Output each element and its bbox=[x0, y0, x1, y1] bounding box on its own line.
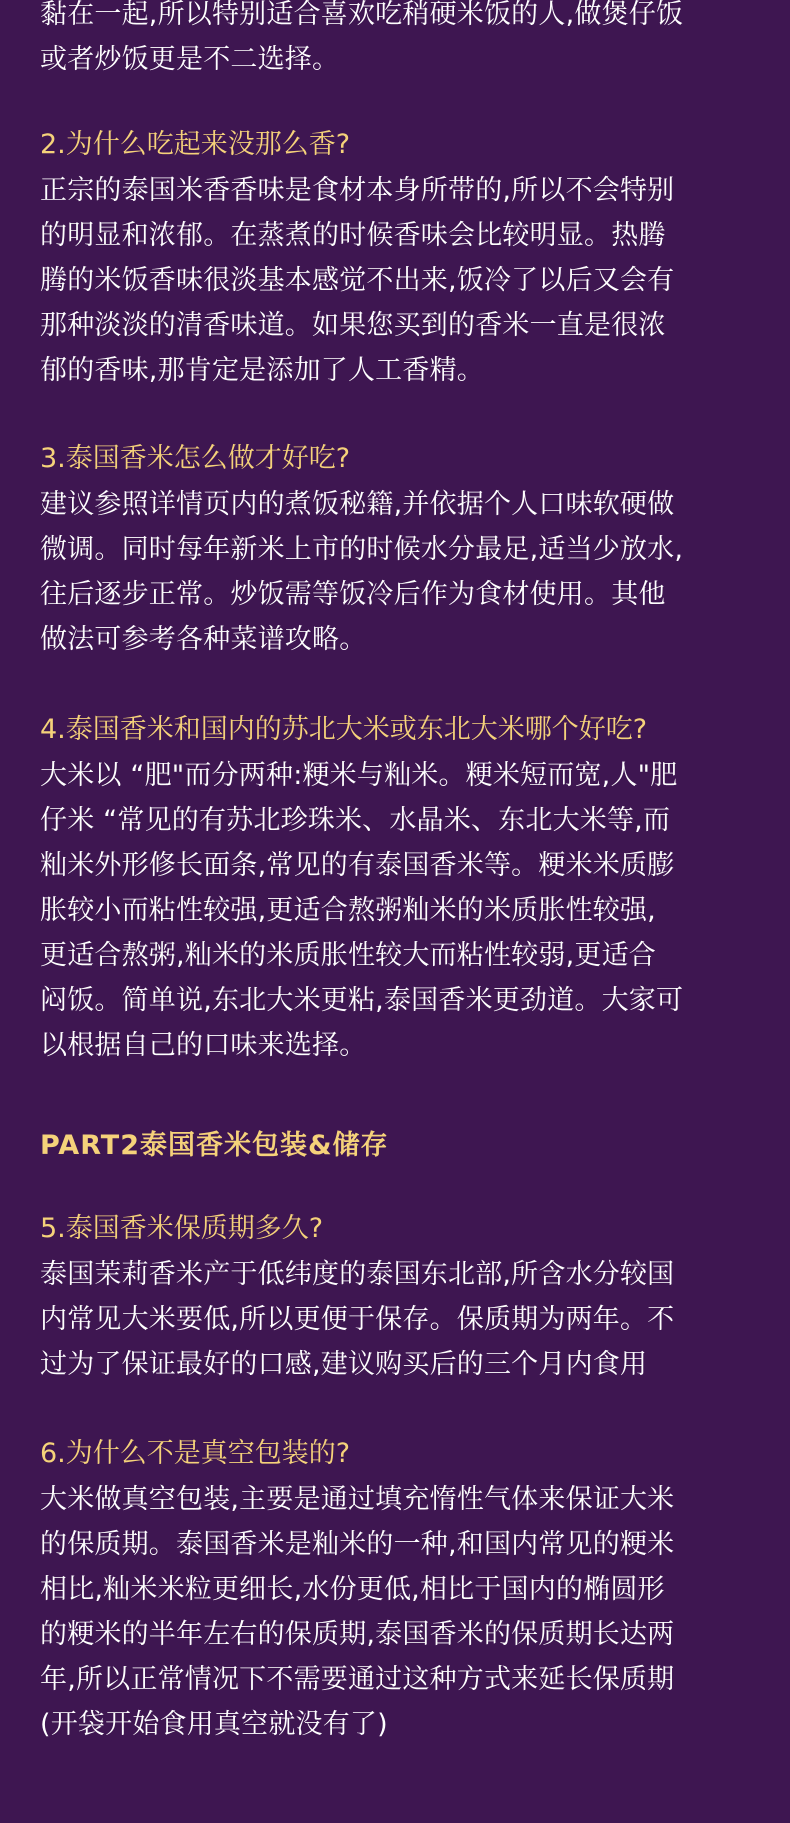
intro-line: 黏在一起,所以特别适合喜欢吃稍硬米饭的人,做煲仔饭 bbox=[40, 0, 684, 30]
question-5-answer bbox=[40, 1252, 760, 1387]
answer-line: 做法可参考各种菜谱攻略。 bbox=[40, 624, 367, 655]
question-6-answer bbox=[40, 1477, 760, 1747]
answer-line: 的明显和浓郁。在蒸煮的时候香味会比较明显。热腾 bbox=[40, 220, 666, 251]
answer-line: 籼米外形修长面条,常见的有泰国香米等。粳米米质膨 bbox=[40, 850, 675, 881]
answer-line: 的粳米的半年左右的保质期,泰国香米的保质期长达两 bbox=[40, 1619, 675, 1650]
question-2-title: 2.为什么吃起来没那么香? bbox=[40, 129, 351, 160]
answer-line: 相比,籼米米粒更细长,水份更低,相比于国内的椭圆形 bbox=[40, 1574, 665, 1605]
question-2-answer bbox=[40, 168, 760, 393]
question-4-title: 4.泰国香米和国内的苏北大米或东北大米哪个好吃? bbox=[40, 714, 648, 745]
answer-line: 的保质期。泰国香米是籼米的一种,和国内常见的粳米 bbox=[40, 1529, 675, 1560]
answer-line: 内常见大米要低,所以更便于保存。保质期为两年。不 bbox=[40, 1304, 675, 1335]
answer-line: 胀较小而粘性较强,更适合熬粥籼米的米质胀性较强, bbox=[40, 895, 656, 926]
question-4-answer bbox=[40, 753, 760, 1068]
answer-line: 正宗的泰国米香香味是食材本身所带的,所以不会特别 bbox=[40, 175, 675, 206]
intro-paragraph bbox=[40, 0, 760, 82]
answer-line: 那种淡淡的清香味道。如果您买到的香米一直是很浓 bbox=[40, 310, 666, 341]
answer-line: 往后逐步正常。炒饭需等饭冷后作为食材使用。其他 bbox=[40, 579, 666, 610]
answer-line: 大米做真空包装,主要是通过填充惰性气体来保证大米 bbox=[40, 1484, 675, 1515]
answer-line: 腾的米饭香味很淡基本感觉不出来,饭冷了以后又会有 bbox=[40, 265, 675, 296]
answer-line: 泰国茉莉香米产于低纬度的泰国东北部,所含水分较国 bbox=[40, 1259, 675, 1290]
answer-line: 郁的香味,那肯定是添加了人工香精。 bbox=[40, 355, 484, 386]
intro-line: 或者炒饭更是不二选择。 bbox=[40, 44, 340, 75]
answer-line: 年,所以正常情况下不需要通过这种方式来延长保质期 bbox=[40, 1664, 675, 1695]
answer-line: (开袋开始食用真空就没有了) bbox=[40, 1709, 388, 1740]
answer-line: 闷饭。简单说,东北大米更粘,泰国香米更劲道。大家可 bbox=[40, 985, 684, 1016]
answer-line: 以根据自己的口味来选择。 bbox=[40, 1030, 367, 1061]
answer-line: 大米以 “肥"而分两种:粳米与籼米。粳米短而宽,人"肥 bbox=[40, 760, 678, 791]
answer-line: 建议参照详情页内的煮饭秘籍,并依据个人口味软硬做 bbox=[40, 489, 675, 520]
answer-line: 过为了保证最好的口感,建议购买后的三个月内食用 bbox=[40, 1349, 648, 1380]
question-5-title: 5.泰国香米保质期多久? bbox=[40, 1213, 324, 1244]
answer-line: 微调。同时每年新米上市的时候水分最足,适当少放水, bbox=[40, 534, 684, 565]
answer-line: 更适合熬粥,籼米的米质胀性较大而粘性较弱,更适合 bbox=[40, 940, 656, 971]
section-heading-part2: PART2泰国香米包装&储存 bbox=[40, 1130, 389, 1161]
question-6-title: 6.为什么不是真空包装的? bbox=[40, 1438, 351, 1469]
question-3-title: 3.泰国香米怎么做才好吃? bbox=[40, 443, 351, 474]
answer-line: 仔米 “常见的有苏北珍珠米、水晶米、东北大米等,而 bbox=[40, 805, 671, 836]
question-3-answer bbox=[40, 482, 760, 662]
